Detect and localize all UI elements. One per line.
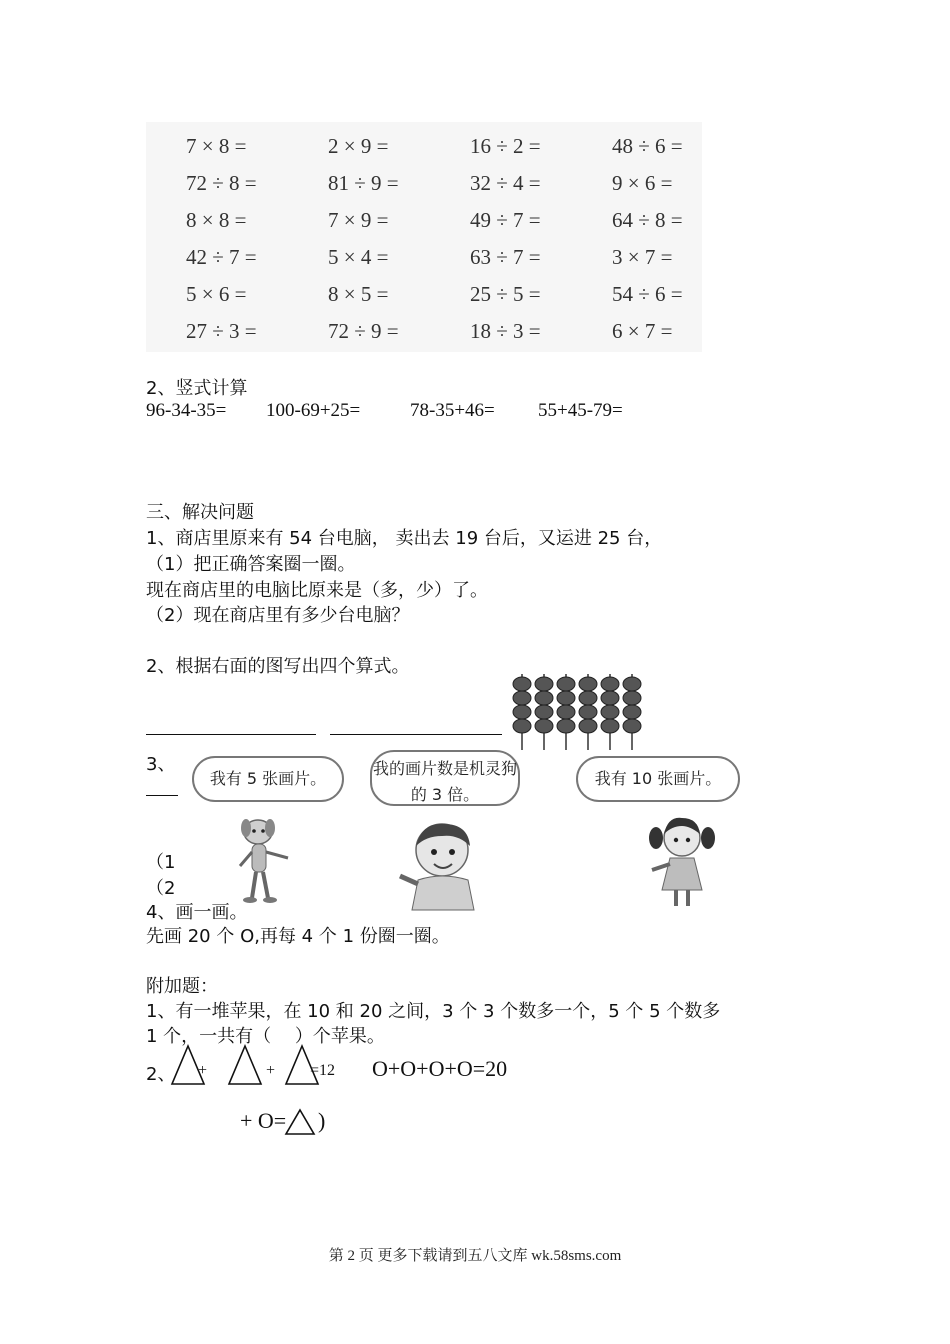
calc-problem: 16 ÷ 2 = bbox=[470, 134, 541, 158]
q3-part2: （2 bbox=[146, 878, 176, 899]
skewer-ball bbox=[513, 677, 531, 691]
skewer-picture bbox=[512, 672, 644, 752]
speech-bubble-boy: 我的画片数是机灵狗的 3 倍。 bbox=[370, 750, 520, 806]
calc-problem: 25 ÷ 5 = bbox=[470, 282, 541, 306]
q1-part2: （2）现在商店里有多少台电脑？ bbox=[146, 605, 410, 626]
skewer-ball bbox=[557, 677, 575, 691]
skewer-ball bbox=[579, 677, 597, 691]
skewer-ball bbox=[535, 705, 553, 719]
bonus-title: 附加题： bbox=[146, 976, 218, 997]
skewer-ball bbox=[623, 705, 641, 719]
calc-row bbox=[146, 208, 702, 244]
q1-text: 1、商店里原来有 54 台电脑， 卖出去 19 台后，又运进 25 台， bbox=[146, 528, 663, 549]
equals-twelve: =12 bbox=[310, 1062, 336, 1079]
calc-problem: 64 ÷ 8 = bbox=[612, 208, 683, 232]
oral-calculation-grid bbox=[146, 122, 702, 352]
closing-paren: ) bbox=[318, 1108, 326, 1133]
q3-label: 3、 bbox=[146, 754, 176, 775]
skewer-ball bbox=[601, 719, 619, 733]
skewer-ball bbox=[513, 691, 531, 705]
q1-part1-text: 现在商店里的电脑比原来是（多，少）了。 bbox=[146, 580, 488, 601]
calc-problem: 6 × 7 = bbox=[612, 319, 673, 343]
answer-blank-line bbox=[146, 734, 316, 735]
q4-text: 先画 20 个 O,再每 4 个 1 份圈一圈。 bbox=[146, 926, 450, 947]
triangle-icon bbox=[227, 1044, 263, 1086]
calc-problem: 54 ÷ 6 = bbox=[612, 282, 683, 306]
q4-label: 4、画一画。 bbox=[146, 902, 248, 923]
calc-row bbox=[146, 282, 702, 318]
calc-problem: 3 × 7 = bbox=[612, 245, 673, 269]
skewer-ball bbox=[579, 705, 597, 719]
skewer-ball bbox=[601, 677, 619, 691]
vertical-calc-problem: 55+45-79= bbox=[538, 400, 623, 421]
calc-problem: 7 × 8 = bbox=[186, 134, 247, 158]
skewer-ball bbox=[601, 691, 619, 705]
plus-sign: + bbox=[266, 1062, 276, 1079]
calc-row bbox=[146, 319, 702, 355]
skewer-ball bbox=[623, 691, 641, 705]
boy-character bbox=[396, 818, 496, 910]
circles-equation: O+O+O+O=20 bbox=[372, 1056, 508, 1081]
skewer-ball bbox=[535, 691, 553, 705]
calc-problem: 18 ÷ 3 = bbox=[470, 319, 541, 343]
calc-problem: 27 ÷ 3 = bbox=[186, 319, 257, 343]
skewer-ball bbox=[557, 719, 575, 733]
calc-problem: 9 × 6 = bbox=[612, 171, 673, 195]
calc-problem: 72 ÷ 8 = bbox=[186, 171, 257, 195]
speech-bubble-girl: 我有 10 张画片。 bbox=[576, 756, 740, 802]
speech-bubble-dog: 我有 5 张画片。 bbox=[192, 756, 344, 802]
vertical-calc-problem: 78-35+46= bbox=[410, 400, 495, 421]
calc-problem: 81 ÷ 9 = bbox=[328, 171, 399, 195]
bonus-q2-line2: + O= bbox=[240, 1108, 287, 1133]
dog-character bbox=[226, 818, 298, 904]
skewer-ball bbox=[535, 719, 553, 733]
skewer-ball bbox=[623, 719, 641, 733]
answer-blank-line bbox=[146, 795, 178, 796]
skewer-ball bbox=[579, 719, 597, 733]
calc-problem: 7 × 9 = bbox=[328, 208, 389, 232]
calc-problem: 5 × 6 = bbox=[186, 282, 247, 306]
triangle-icon bbox=[284, 1108, 318, 1136]
calc-problem: 72 ÷ 9 = bbox=[328, 319, 399, 343]
calc-row bbox=[146, 245, 702, 281]
calc-problem: 49 ÷ 7 = bbox=[470, 208, 541, 232]
bonus-q1-line2: 1 个，一共有（ ）个苹果。 bbox=[146, 1026, 385, 1047]
skewer-ball bbox=[579, 691, 597, 705]
skewer-ball bbox=[557, 705, 575, 719]
answer-blank-line bbox=[330, 734, 502, 735]
calc-problem: 8 × 5 = bbox=[328, 282, 389, 306]
vertical-calc-problem: 96-34-35= bbox=[146, 400, 227, 421]
vertical-calc-problem: 100-69+25= bbox=[266, 400, 361, 421]
q3-part1: （1 bbox=[146, 852, 176, 873]
skewer-ball bbox=[557, 691, 575, 705]
q2-text: 2、根据右面的图写出四个算式。 bbox=[146, 656, 410, 677]
skewer-ball bbox=[535, 677, 553, 691]
calc-problem: 5 × 4 = bbox=[328, 245, 389, 269]
calc-problem: 8 × 8 = bbox=[186, 208, 247, 232]
calc-problem: 63 ÷ 7 = bbox=[470, 245, 541, 269]
girl-character bbox=[642, 812, 722, 908]
calc-row bbox=[146, 171, 702, 207]
calc-problem: 32 ÷ 4 = bbox=[470, 171, 541, 195]
plus-sign: + bbox=[198, 1062, 208, 1079]
skewer-ball bbox=[623, 677, 641, 691]
calc-problem: 2 × 9 = bbox=[328, 134, 389, 158]
calc-row bbox=[146, 134, 702, 170]
calc-problem: 42 ÷ 7 = bbox=[186, 245, 257, 269]
calc-problem: 48 ÷ 6 = bbox=[612, 134, 683, 158]
page-footer: 第 2 页 更多下载请到五八文库 wk.58sms.com bbox=[328, 1248, 622, 1264]
bonus-q1-line1: 1、有一堆苹果，在 10 和 20 之间，3 个 3 个数多一个，5 个 5 个数多 bbox=[146, 1001, 721, 1022]
skewer-ball bbox=[601, 705, 619, 719]
section3-title: 三、解决问题 bbox=[146, 502, 254, 523]
q1-part1: （1）把正确答案圈一圈。 bbox=[146, 554, 356, 575]
vertical-calc-title: 2、竖式计算 bbox=[146, 378, 248, 399]
bonus-q2-label: 2、 bbox=[146, 1064, 176, 1085]
skewer-ball bbox=[513, 705, 531, 719]
skewer-ball bbox=[513, 719, 531, 733]
